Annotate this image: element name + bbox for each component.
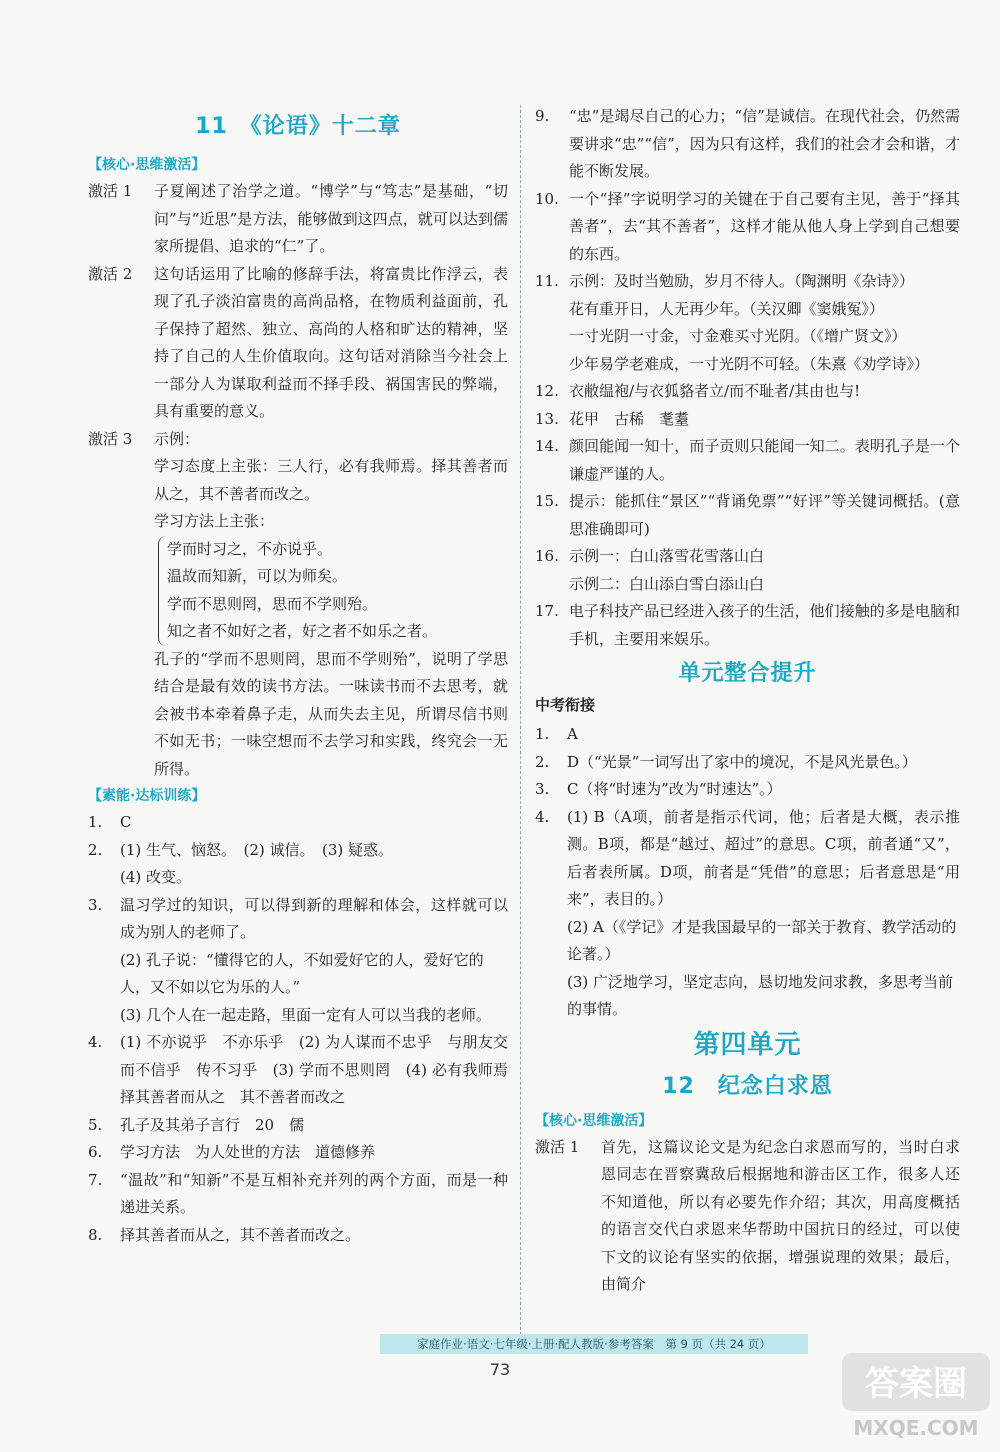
- item-number: 2.: [535, 752, 550, 771]
- item-text: 衣敝缊袍/与衣狐貉者立/而不耻者/其由也与!: [569, 382, 861, 400]
- answer-item: [88, 1167, 508, 1222]
- item-number: 12.: [535, 382, 559, 400]
- activation-3-method-heading: 学习方法上主张：: [154, 512, 275, 530]
- left-column: [88, 100, 524, 1249]
- item-continuation: (2) 孔子说：“懂得它的人，不如爱好它的人，爱好它的人，又不如以它为乐的人。”: [120, 950, 484, 996]
- answer-item: [535, 433, 960, 488]
- item-continuation: (4) 改变。: [120, 868, 192, 886]
- item-number: 11.: [535, 272, 559, 290]
- activation-text: 首先，这篇议论文是为纪念白求恩而写的，当时白求恩同志在晋察冀敌后根据地和游击区工作，很多人还不知道他，所以有必要先作介绍；其次，用高度概括的语言交代白求恩来华帮助中国抗日的经过，可以使下文的议论有坚实的依据，增强说理的效果；最后，由简介: [601, 1137, 960, 1293]
- answer-item: [535, 103, 960, 186]
- item-continuation: (3) 广泛地学习，坚定志向，恳切地发问求教，多思考当前的事情。: [567, 972, 954, 1018]
- item-number: 13.: [535, 409, 559, 428]
- section-core-activation: 【核心·思维激活】: [88, 157, 206, 173]
- quote-line: 知之者不如好之者，好之者不如乐之者。: [167, 622, 438, 640]
- activation-label: 激活 2: [88, 264, 133, 283]
- exam-link-heading: 中考衔接: [535, 696, 596, 714]
- answer-item: [535, 543, 960, 571]
- activation-text: 子夏阐述了治学之道。“博学”与“笃志”是基础，“切问”与“近思”是方法，能够做到这四点，就可以达到儒家所提倡、追求的“仁”了。: [154, 182, 508, 255]
- answer-item: [535, 378, 960, 406]
- activation-1: [88, 178, 508, 261]
- item-number: 1.: [88, 813, 103, 831]
- item-number: 6.: [88, 1143, 103, 1161]
- item-continuation: 花有重开日，人无再少年。（关汉卿《窦娥冤》）: [569, 299, 885, 318]
- activation-label: 激活 3: [88, 429, 133, 448]
- item-text: 颜回能闻一知十，而子贡则只能闻一知二。表明孔子是一个谦虚严谨的人。: [569, 437, 960, 483]
- section-skill-training: 【素能·达标训练】: [88, 788, 206, 804]
- quote-line: 温故而知新，可以为师矣。: [167, 567, 348, 585]
- answer-item: [535, 186, 960, 269]
- section-core-activation: 【核心·思维激活】: [535, 1112, 653, 1129]
- answer-item: [88, 1139, 508, 1167]
- answer-item: [535, 488, 960, 543]
- item-text: 一个“择”字说明学习的关键在于自己要有主见，善于“择其善者”，去“其不善者”，这样才能从他人身上学到自己想要的东西。: [569, 189, 960, 263]
- method-quotes-brace: [158, 536, 508, 646]
- item-number: 16.: [535, 547, 559, 565]
- item-text: 温习学过的知识，可以得到新的理解和体会，这样就可以成为别人的老师了。: [120, 895, 508, 941]
- quote-line: 学而时习之，不亦说乎。: [167, 539, 333, 558]
- activation-2: [88, 261, 508, 426]
- item-number: 3.: [88, 895, 103, 914]
- answer-item: [88, 809, 508, 837]
- item-text: C: [120, 813, 132, 831]
- item-text: 孔子及其弟子言行 20 儒: [120, 1115, 305, 1134]
- item-number: 3.: [535, 780, 550, 798]
- item-number: 4.: [88, 1033, 103, 1051]
- watermark-logo: [842, 1345, 992, 1445]
- activation-3-attitude: 学习态度上主张：三人行，必有我师焉。择其善者而从之，其不善者而改之。: [154, 457, 508, 503]
- item-text: (1) 生气、恼怒。 (2) 诚信。 (3) 疑惑。: [120, 840, 394, 859]
- unit-4-title: 第四单元: [693, 1029, 802, 1060]
- item-text: 花甲 古稀 耄耋: [569, 409, 690, 428]
- item-number: 1.: [535, 725, 550, 743]
- item-text: “忠”是竭尽自己的心力；“信”是诚信。在现代社会，仍然需要讲求“忠”“信”，因为只有这样，我们的社会才会和谐，才能不断发展。: [569, 107, 960, 180]
- answer-item: [88, 837, 508, 865]
- item-number: 10.: [535, 189, 559, 208]
- quote-line: 学而不思则罔，思而不学则殆。: [167, 594, 378, 613]
- item-number: 14.: [535, 437, 559, 455]
- activation-1: [535, 1134, 960, 1299]
- item-number: 5.: [88, 1115, 103, 1134]
- item-number: 8.: [88, 1225, 103, 1244]
- answer-item: [88, 892, 508, 947]
- activation-text: 这句话运用了比喻的修辞手法，将富贵比作浮云，表现了孔子淡泊富贵的高尚品格，在物质利益面前，孔子保持了超然、独立、高尚的人格和旷达的精神，坚持了自己的人生价值取向。这句话对消除当今社会上一部分人为谋取利益而不择手段、祸国害民的弊端，具有重要的意义。: [154, 264, 508, 420]
- item-number: 7.: [88, 1170, 103, 1189]
- item-text: 学习方法 为人处世的方法 道德修养: [120, 1143, 376, 1161]
- item-continuation: (2) A（《学记》才是我国最早的一部关于教育、教学活动的论著。）: [567, 917, 957, 963]
- page-number: 73: [489, 1360, 511, 1379]
- unit-integration-title: 单元整合提升: [678, 661, 817, 686]
- item-text: 示例一：白山落雪花雪落山白: [569, 547, 765, 565]
- item-number: 2.: [88, 840, 103, 859]
- activation-3-conclusion: 孔子的“学而不思则罔，思而不学则殆”，说明了学思结合是最有效的读书方法。一味读书而不去思考，就会被书本牵着鼻子走，从而失去主见，所谓尽信书则不如无书；一味空想而不去学习和实践，终究会一无所得。: [154, 649, 508, 778]
- item-text: “温故”和“知新”不是互相补充并列的两个方面，而是一种递进关系。: [120, 1170, 508, 1216]
- item-text: (1) B（A项，前者是指示代词，他；后者是大概，表示推测。B项，都是“越过、超过”的意思。C项，前者通“又”，后者表所属。D项，前者是“凭借”的意思；后者意思是“用来”，表目的。）: [567, 807, 960, 908]
- answer-item: [88, 1112, 508, 1140]
- answer-item: [535, 406, 960, 434]
- answer-item: [535, 776, 960, 804]
- activation-label: 激活 1: [535, 1137, 580, 1156]
- item-text: A: [567, 725, 578, 743]
- answer-item: [88, 1222, 508, 1250]
- activation-label: 激活 1: [88, 182, 133, 200]
- item-text: 电子科技产品已经进入孩子的生活，他们接触的多是电脑和手机，主要用来娱乐。: [569, 602, 960, 648]
- answer-item: [535, 268, 960, 296]
- item-number: 4.: [535, 807, 550, 826]
- column-divider: [520, 105, 521, 1335]
- activation-text: 示例：: [154, 429, 200, 448]
- activation-3: [88, 426, 508, 454]
- item-continuation: (3) 几个人在一起走路，里面一定有人可以当我的老师。: [120, 1005, 492, 1024]
- item-number: 9.: [535, 107, 550, 125]
- item-text: D（“光景”一词写出了家中的境况，不是风光景色。）: [567, 752, 917, 771]
- item-continuation: 一寸光阴一寸金，寸金难买寸光阴。（《增广贤文》）: [569, 327, 907, 345]
- answer-item: [535, 749, 960, 777]
- item-text: 提示：能抓住“景区”“背诵免票”“好评”等关键词概括。(意思准确即可): [569, 492, 960, 538]
- answer-item: [535, 598, 960, 653]
- watermark-url: MXQE.COM: [853, 1416, 979, 1440]
- right-column: [535, 103, 960, 1299]
- watermark-text: 答案圈: [865, 1364, 967, 1404]
- footer-banner: 家庭作业·语文·七年级·上册·配人教版·参考答案 第 9 页（共 24 页）: [380, 1334, 808, 1354]
- item-text: 示例：及时当勉励，岁月不待人。（陶渊明《杂诗》）: [569, 272, 915, 290]
- item-continuation: 示例二：白山添白雪白添山白: [569, 574, 765, 593]
- item-number: 17.: [535, 602, 559, 620]
- item-number: 15.: [535, 492, 559, 510]
- item-text: 择其善者而从之，其不善者而改之。: [120, 1225, 361, 1244]
- answer-item: [88, 1029, 524, 1112]
- lesson-12-title: 12 纪念白求恩: [662, 1073, 833, 1099]
- item-text: (1) 不亦说乎 不亦乐乎 (2) 为人谋而不忠乎 与朋友交而不信乎 传不习乎 (3) 学而不思则罔 (4) 必有我师焉 择其善者而从之 其不善者而改之: [120, 1033, 524, 1106]
- item-text: C（将“时速为”改为“时速达”。）: [567, 780, 782, 798]
- lesson-11-title: 11 《论语》十二章: [195, 114, 401, 139]
- answer-item: [535, 721, 960, 749]
- item-continuation: 少年易学老难成，一寸光阴不可轻。（朱熹《劝学诗》）: [569, 354, 930, 373]
- answer-item: [535, 804, 960, 914]
